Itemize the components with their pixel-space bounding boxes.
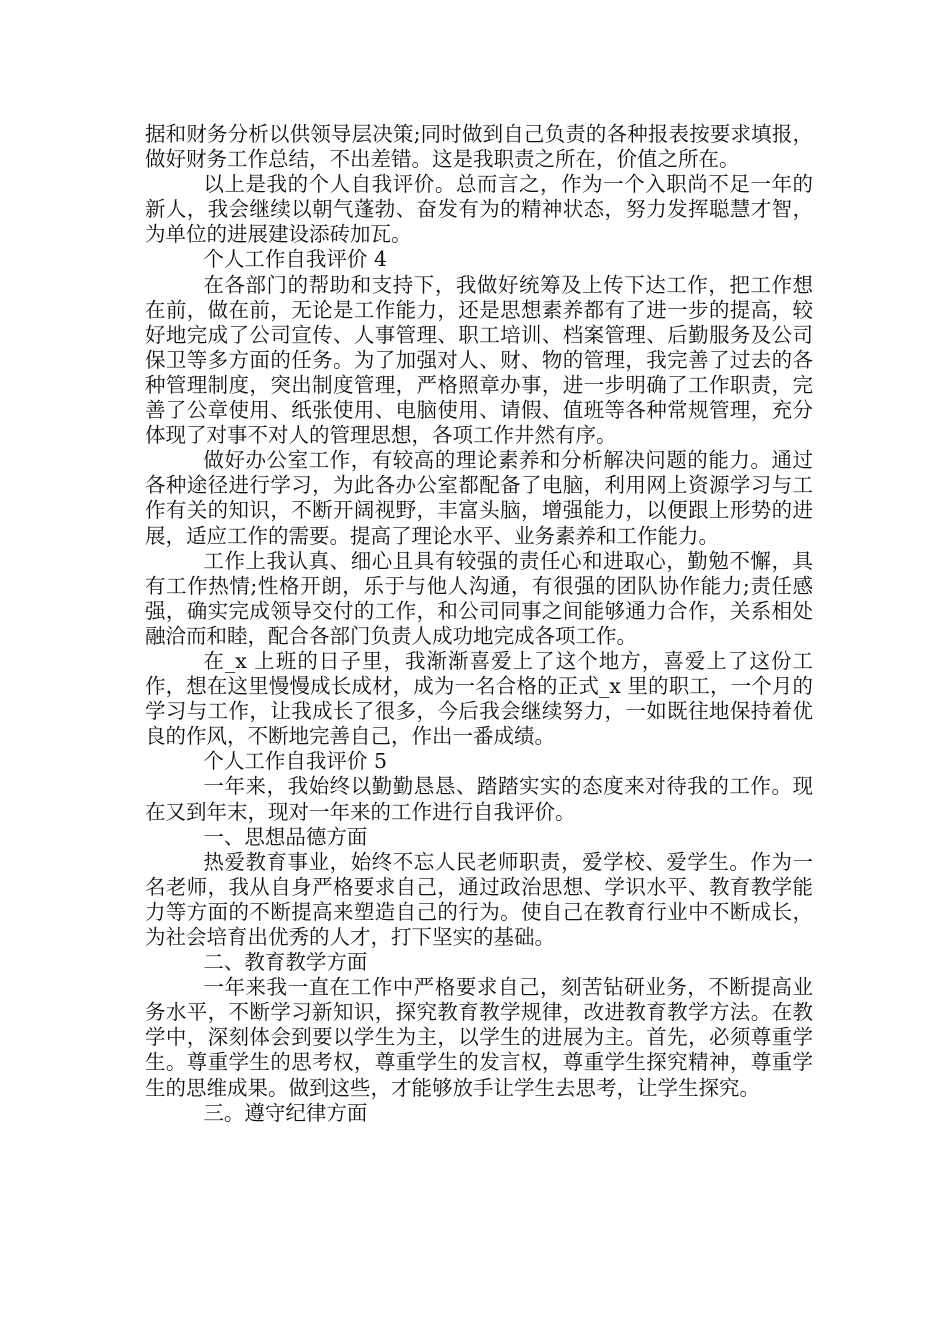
section-heading: 个人工作自我评价 4 bbox=[203, 247, 387, 272]
subsection-heading: 三。遵守纪律方面 bbox=[203, 1100, 368, 1125]
paragraph: 在各部门的帮助和支持下，我做好统筹及上传下达工作，把工作想在前，做在前，无论是工作能力，还是思想素养都有了进一步的提高，较好地完成了公司宣传、人事管理、职工培训、档案管理、后勤服务及公司保卫等多方面的任务。为了加强对人、财、物的管理，我完善了过去的各种管理制度，突出制度管理，严格照章办事，进一步明确了工作职责，完善了公章使用、纸张使用、电脑使用、请假、值班等各种常规管理，充分体现了对事不对人的管理思想，各项工作井然有序。 bbox=[145, 272, 813, 448]
paragraph: 做好办公室工作，有较高的理论素养和分析解决问题的能力。通过各种途径进行学习，为此各办公室都配备了电脑，利用网上资源学习与工作有关的知识，不断开阔视野，丰富头脑，增强能力，以便跟上形势的进展，适应工作的需要。提高了理论水平、业务素养和工作能力。 bbox=[145, 448, 813, 548]
paragraph: 以上是我的个人自我评价。总而言之，作为一个入职尚不足一年的新人，我会继续以朝气蓬勃、奋发有为的精神状态，努力发挥聪慧才智，为单位的进展建设添砖加瓦。 bbox=[145, 172, 813, 247]
paragraph: 热爱教育事业，始终不忘人民老师职责，爱学校、爱学生。作为一名老师，我从自身严格要求自己，通过政治思想、学识水平、教育教学能力等方面的不断提高来塑造自己的行为。使自己在教育行业中不断成长，为社会培育出优秀的人才，打下坚实的基础。 bbox=[145, 849, 813, 949]
paragraph: 一年来，我始终以勤勤恳恳、踏踏实实的态度来对待我的工作。现在又到年末，现对一年来的工作进行自我评价。 bbox=[145, 774, 813, 824]
subsection-heading: 二、教育教学方面 bbox=[203, 950, 368, 975]
document-body bbox=[145, 122, 813, 1126]
section-heading: 个人工作自我评价 5 bbox=[203, 749, 387, 774]
paragraph: 在_x 上班的日子里，我渐渐喜爱上了这个地方，喜爱上了这份工作，想在这里慢慢成长成材，成为一名合格的正式_x 里的职工，一个月的学习与工作，让我成长了很多，今后我会继续努力，一如既往地保持着优良的作风，不断地完善自己，作出一番成绩。 bbox=[145, 648, 813, 749]
paragraph: 据和财务分析以供领导层决策;同时做到自己负责的各种报表按要求填报，做好财务工作总结，不出差错。这是我职责之所在，价值之所在。 bbox=[145, 122, 813, 172]
paragraph: 工作上我认真、细心且具有较强的责任心和进取心，勤勉不懈，具有工作热情;性格开朗，乐于与他人沟通，有很强的团队协作能力;责任感强，确实完成领导交付的工作，和公司同事之间能够通力合作，关系相处融洽而和睦，配合各部门负责人成功地完成各项工作。 bbox=[145, 548, 813, 648]
paragraph: 一年来我一直在工作中严格要求自己，刻苦钻研业务，不断提高业务水平，不断学习新知识，探究教育教学规律，改进教育教学方法。在教学中，深刻体会到要以学生为主，以学生的进展为主。首先，必须尊重学生。尊重学生的思考权，尊重学生的发言权，尊重学生探究精神，尊重学生的思维成果。做到这些，才能够放手让学生去思考，让学生探究。 bbox=[145, 975, 813, 1100]
subsection-heading: 一、思想品德方面 bbox=[203, 824, 368, 849]
